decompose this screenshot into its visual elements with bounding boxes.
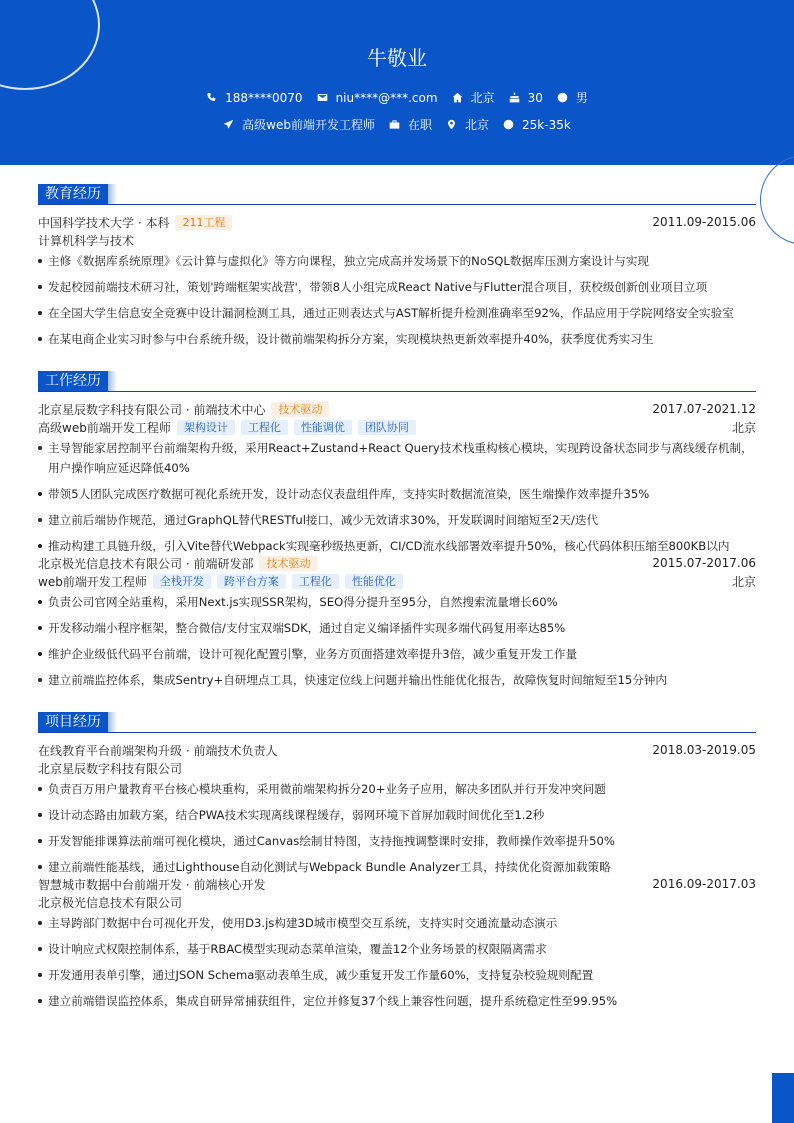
briefcase-icon: [389, 119, 400, 130]
skill-tag: 架构设计: [177, 420, 235, 435]
list-item: 开发通用表单引擎，通过JSON Schema驱动表单生成，减少重复开发工作量60%，支持复杂校验规则配置: [38, 965, 756, 985]
list-item: 设计响应式权限控制体系，基于RBAC模型实现动态菜单渲染，覆盖12个业务场景的权限隔离需求: [38, 939, 756, 959]
bullet-list: [38, 438, 756, 556]
status-info: [389, 116, 432, 133]
list-item: 推动构建工具链升级，引入Vite替代Webpack实现毫秒级热更新，CI/CD流水线部署效率提升50%，核心代码体积压缩至800KB以内: [38, 536, 756, 556]
section-header: [38, 712, 756, 733]
major: 计算机科学与技术: [38, 233, 135, 248]
list-item: 建立前端错误监控体系，集成自研异常捕获组件，定位并修复37个线上兼容性问题，提升系统稳定性至99.95%: [38, 991, 756, 1011]
list-item: 主修《数据库系统原理》《云计算与虚拟化》等方向课程，独立完成高并发场景下的NoSQL数据库压测方案设计与实现: [38, 251, 756, 271]
section-title: 工作经历: [38, 371, 108, 391]
work-city: 北京: [731, 574, 756, 589]
position-text: 高级web前端开发工程师: [242, 118, 375, 132]
bullet-list: [38, 913, 756, 1011]
education-section: [38, 184, 756, 349]
projects-section: [38, 712, 756, 1011]
skill-tag: 工程化: [292, 574, 339, 589]
resume-header: [0, 0, 794, 165]
list-item: 建立前后端协作规范，通过GraphQL替代RESTful接口，减少无效请求30%，开发联调时间缩短至2天/迭代: [38, 510, 756, 530]
mail-icon: [317, 92, 328, 103]
location-info: [446, 116, 489, 133]
bullet-list: [38, 592, 756, 690]
home-icon: [452, 92, 463, 103]
email-info: [317, 91, 438, 105]
job-title: web前端开发工程师: [38, 574, 147, 589]
job-intent-row: [0, 116, 794, 133]
salary-text: 25k-35k: [522, 117, 571, 132]
project-company: 北京星辰数字科技有限公司: [38, 761, 183, 776]
date-range: 2015.07-2017.06: [652, 556, 756, 570]
gender-icon: [557, 92, 568, 103]
skill-tag: 性能优化: [345, 574, 403, 589]
list-item: 建立前端性能基线，通过Lighthouse自动化测试与Webpack Bundle Analyzer工具，持续优化资源加载策略: [38, 857, 756, 877]
section-title: 教育经历: [38, 184, 108, 204]
date-range: 2016.09-2017.03: [652, 877, 756, 891]
money-icon: [503, 119, 514, 130]
skill-tag: 团队协同: [358, 420, 416, 435]
date-range: 2011.09-2015.06: [652, 215, 756, 229]
list-item: 负责公司官网全站重构，采用Next.js实现SSR架构，SEO得分提升至95分，自然搜索流量增长60%: [38, 592, 756, 612]
list-item: 维护企业级低代码平台前端，设计可视化配置引擎，业务方页面搭建效率提升3倍，减少重复开发工作量: [38, 644, 756, 664]
candidate-name: 牛敬业: [367, 46, 427, 70]
date-range: 2018.03-2019.05: [652, 743, 756, 757]
bullet-list: [38, 251, 756, 349]
date-range: 2017.07-2021.12: [652, 402, 756, 416]
skill-tag: 跨平台方案: [217, 574, 286, 589]
phone-info: [206, 91, 302, 105]
gender-text: 男: [575, 91, 588, 105]
section-title: 项目经历: [38, 712, 108, 732]
contact-row: [0, 89, 794, 106]
project-entry: [38, 875, 756, 1011]
school-tag: 211工程: [175, 215, 232, 230]
list-item: 开发智能排课算法前端可视化模块，通过Canvas绘制甘特图，支持拖拽调整课时安排，教师操作效率提升50%: [38, 831, 756, 851]
hometown-text: 北京: [470, 91, 495, 105]
skill-tag: 全栈开发: [153, 574, 211, 589]
job-title: 高级web前端开发工程师: [38, 420, 171, 435]
hometown-info: [452, 89, 495, 106]
section-header: [38, 184, 756, 205]
list-item: 负责百万用户量教育平台核心模块重构，采用微前端架构拆分20+业务子应用，解决多团队并行开发冲突问题: [38, 779, 756, 799]
location-pin-icon: [446, 119, 457, 130]
position-info: [223, 116, 375, 133]
list-item: 在某电商企业实习时参与中台系统升级，设计微前端架构拆分方案，实现模块热更新效率提升40%，获季度优秀实习生: [38, 329, 756, 349]
company-tag: 技术驱动: [271, 402, 329, 417]
list-item: 带领5人团队完成医疗数据可视化系统开发，设计动态仪表盘组件库，支持实时数据流渲染，医生端操作效率提升35%: [38, 484, 756, 504]
work-city: 北京: [731, 420, 756, 435]
list-item: 建立前端监控体系，集成Sentry+自研埋点工具，快速定位线上问题并输出性能优化报告，故障恢复时间缩短至15分钟内: [38, 670, 756, 690]
project-name: 在线教育平台前端架构升级 · 前端技术负责人: [38, 743, 278, 758]
work-section: [38, 371, 756, 690]
company-name: 北京极光信息技术有限公司 · 前端研发部: [38, 556, 254, 571]
decorative-corner-bar: [772, 1073, 794, 1123]
email-text: niu****@***.com: [335, 90, 438, 105]
list-item: 主导跨部门数据中台可视化开发，使用D3.js构建3D城市模型交互系统，支持实时交通流量动态演示: [38, 913, 756, 933]
resume-body: [38, 184, 756, 1033]
skill-tag: 工程化: [241, 420, 288, 435]
school-name: 中国科学技术大学 · 本科: [38, 215, 170, 230]
project-name: 智慧城市数据中台前端开发 · 前端核心开发: [38, 877, 266, 892]
cake-icon: [509, 92, 520, 103]
list-item: 在全国大学生信息安全竞赛中设计漏洞检测工具，通过正则表达式与AST解析提升检测准确率至92%，作品应用于学院网络安全实验室: [38, 303, 756, 323]
list-item: 设计动态路由加载方案，结合PWA技术实现离线课程缓存，弱网环境下首屏加载时间优化至1.2秒: [38, 805, 756, 825]
work-entry: [38, 554, 756, 690]
decorative-arc: [760, 155, 794, 245]
send-icon: [223, 119, 234, 130]
skill-tag: 性能调优: [294, 420, 352, 435]
company-name: 北京星辰数字科技有限公司 · 前端技术中心: [38, 402, 266, 417]
company-tag: 技术驱动: [259, 556, 317, 571]
status-text: 在职: [408, 118, 433, 132]
project-company: 北京极光信息技术有限公司: [38, 895, 183, 910]
list-item: 主导智能家居控制平台前端架构升级，采用React+Zustand+React Query技术栈重构核心模块，实现跨设备状态同步与离线缓存机制，用户操作响应延迟降低40%: [38, 438, 756, 478]
bullet-list: [38, 779, 756, 877]
work-entry: [38, 400, 756, 556]
project-entry: [38, 741, 756, 877]
age-info: [509, 91, 543, 105]
education-entry: [38, 213, 756, 349]
section-header: [38, 371, 756, 392]
phone-text: 188****0070: [225, 90, 303, 105]
list-item: 发起校园前端技术研习社，策划'跨端框架实战营'，带领8人小组完成React Native与Flutter混合项目，获校级创新创业项目立项: [38, 277, 756, 297]
salary-info: [503, 118, 571, 132]
phone-icon: [206, 92, 217, 103]
location-text: 北京: [465, 118, 490, 132]
list-item: 开发移动端小程序框架，整合微信/支付宝双端SDK，通过自定义编译插件实现多端代码复用率达85%: [38, 618, 756, 638]
age-text: 30: [527, 90, 543, 105]
gender-info: [557, 89, 588, 106]
